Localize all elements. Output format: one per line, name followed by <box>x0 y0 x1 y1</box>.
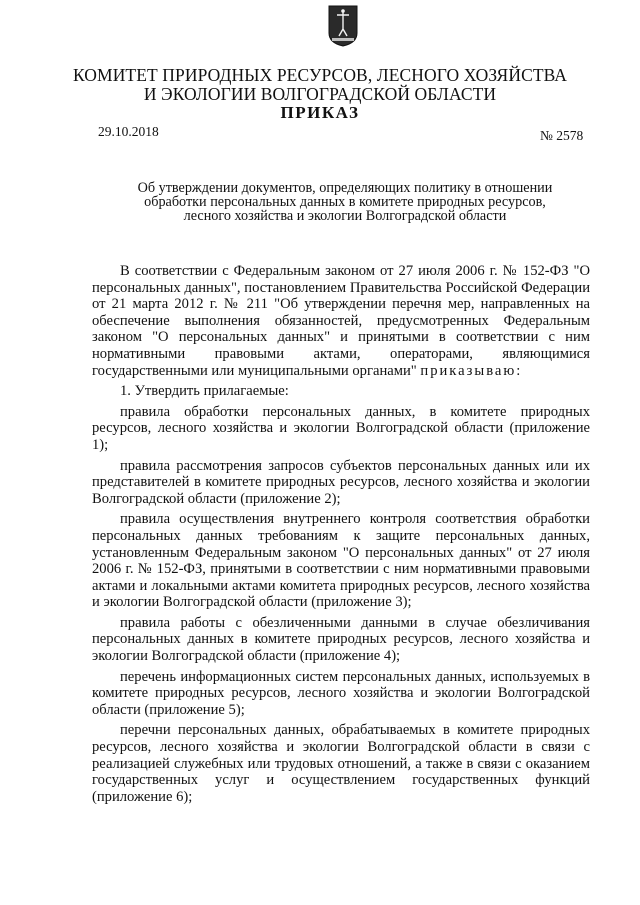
organization-name-line1: КОМИТЕТ ПРИРОДНЫХ РЕСУРСОВ, ЛЕСНОГО ХОЗЯЙСТВА <box>72 65 568 85</box>
orders-word: приказываю: <box>420 362 523 379</box>
list-item-data-lists: перечни персональных данных, обрабатываемых в комитете природных ресурсов, лесного хозяйства и экологии Волгоградской области в связи с реализацией служебных или трудовых отношений, а также в связи с оказанием государственных услуг и осуществлением государственных функций (приложение 6); <box>92 722 590 805</box>
organization-name-line2: И ЭКОЛОГИИ ВОЛГОГРАДСКОЙ ОБЛАСТИ <box>143 84 497 104</box>
order-number: № 2578 <box>540 128 584 143</box>
order-subject <box>120 181 570 223</box>
item-1-heading: 1. Утвердить прилагаемые: <box>120 383 289 400</box>
list-item-rules-control: правила осуществления внутреннего контроля соответствия обработки персональных данных требованиям к защите персональных данных, установленным Федеральным законом "О персональных данных" от 27 июля 2006 г. № 152-ФЗ, принятыми в соответствии с ним нормативными правовыми актами и локальными актами комитета природных ресурсов, лесного хозяйства и экологии Волгоградской области (приложение 3); <box>92 511 590 611</box>
list-item-rules-processing: правила обработки персональных данных, в комитете природных ресурсов, лесного хозяйства и экологии Волгоградской области (приложение 1); <box>92 403 590 453</box>
subject-line1: Об утверждении документов, определяющих политику в отношении <box>137 180 553 196</box>
subject-line3: лесного хозяйства и экологии Волгоградской области <box>183 208 507 224</box>
intro-paragraph <box>92 263 590 379</box>
list-item-systems-list: перечень информационных систем персональных данных, используемых в комитете природных ресурсов, лесного хозяйства и экологии Волгоградской области (приложение 5); <box>92 668 590 718</box>
order-body <box>92 263 590 809</box>
list-item-rules-depersonalized: правила работы с обезличенными данными в случае обезличивания персональных данных в комитете природных ресурсов, лесного хозяйства и экологии Волгоградской области (приложение 4); <box>92 614 590 665</box>
subject-line2: обработки персональных данных в комитете природных ресурсов, <box>144 194 546 210</box>
order-date: 29.10.2018 <box>98 124 159 139</box>
coat-of-arms-icon <box>328 5 358 47</box>
document-type-title: ПРИКАЗ <box>280 103 360 122</box>
list-item-rules-requests: правила рассмотрения запросов субъектов персональных данных или их представителей в комитете природных ресурсов, лесного хозяйства и экологии Волгоградской области (приложение 2); <box>92 457 590 507</box>
intro-text: В соответствии с Федеральным законом от 27 июля 2006 г. № 152-ФЗ "О персональных данных", постановлением Правительства Российской Федерации от 21 марта 2012 г. № 211 "Об утверждении перечня мер, направленных на обеспечение выполнения обязанностей, предусмотренных Федеральным законом "О персональных данных" и принятыми в соответствии с ним нормативными правовыми актами, операторами, являющимися государственными или муниципальными органами" <box>92 263 590 379</box>
